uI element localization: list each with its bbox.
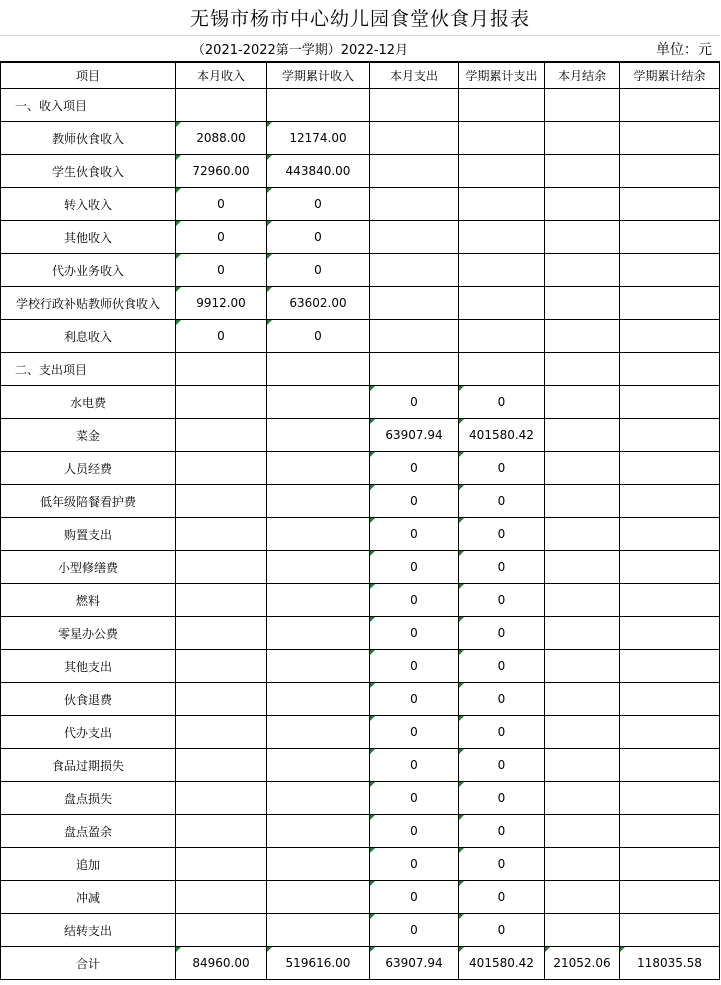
value-cell[interactable]: 0 [370,485,459,518]
table-row [1,782,720,815]
column-header[interactable]: 学期累计结余 [620,62,720,89]
value-cell[interactable] [267,584,370,617]
value-cell[interactable] [545,881,620,914]
item-name-cell[interactable]: 低年级陪餐看护费 [1,485,176,518]
table-row [1,452,720,485]
value-cell[interactable] [620,749,720,782]
column-header[interactable]: 项目 [1,62,176,89]
value-cell[interactable]: 0 [370,617,459,650]
value-cell[interactable] [459,122,545,155]
item-name-cell[interactable]: 伙食退费 [1,683,176,716]
item-name-cell[interactable]: 购置支出 [1,518,176,551]
value-cell[interactable] [620,782,720,815]
value-cell[interactable] [545,353,620,386]
item-name-cell[interactable]: 食品过期损失 [1,749,176,782]
item-name-cell[interactable]: 水电费 [1,386,176,419]
value-cell[interactable] [176,452,267,485]
value-cell[interactable]: 0 [459,683,545,716]
table-row [1,584,720,617]
table-row [1,617,720,650]
value-cell[interactable] [620,122,720,155]
value-cell[interactable] [176,683,267,716]
value-cell[interactable] [620,815,720,848]
value-cell[interactable] [545,782,620,815]
value-cell[interactable]: 63602.00 [267,287,370,320]
section-row [1,353,720,386]
value-cell[interactable]: 443840.00 [267,155,370,188]
value-cell[interactable]: 0 [370,650,459,683]
value-cell[interactable] [176,485,267,518]
table-row [1,683,720,716]
value-cell[interactable] [176,353,267,386]
value-cell[interactable] [459,353,545,386]
value-cell[interactable]: 0 [370,914,459,947]
value-cell[interactable]: 0 [370,881,459,914]
value-cell[interactable] [267,617,370,650]
value-cell[interactable] [459,188,545,221]
value-cell[interactable] [620,617,720,650]
value-cell[interactable]: 0 [459,749,545,782]
table-row [1,551,720,584]
value-cell[interactable] [620,848,720,881]
value-cell[interactable] [267,419,370,452]
value-cell[interactable]: 0 [370,518,459,551]
value-cell[interactable]: 0 [370,551,459,584]
value-cell[interactable]: 0 [370,716,459,749]
table-row [1,881,720,914]
item-name-cell[interactable]: 人员经费 [1,452,176,485]
value-cell[interactable] [620,254,720,287]
value-cell[interactable]: 0 [176,188,267,221]
item-name-cell[interactable]: 合计 [1,947,176,980]
value-cell[interactable]: 0 [459,716,545,749]
value-cell[interactable] [176,914,267,947]
value-cell[interactable] [545,683,620,716]
column-header[interactable]: 本月结余 [545,62,620,89]
value-cell[interactable] [545,551,620,584]
value-cell[interactable]: 0 [176,320,267,353]
value-cell[interactable] [370,287,459,320]
value-cell[interactable] [545,452,620,485]
value-cell[interactable] [620,551,720,584]
value-cell[interactable] [545,617,620,650]
value-cell[interactable]: 118035.58 [620,947,720,980]
value-cell[interactable] [176,518,267,551]
value-cell[interactable] [620,386,720,419]
table-row [1,122,720,155]
section-label-cell[interactable]: 二、支出项目 [1,353,176,386]
value-cell[interactable] [620,716,720,749]
value-cell[interactable] [459,155,545,188]
value-cell[interactable] [620,452,720,485]
item-name-cell[interactable]: 盘点盈余 [1,815,176,848]
value-cell[interactable]: 63907.94 [370,947,459,980]
value-cell[interactable] [176,815,267,848]
value-cell[interactable]: 0 [370,452,459,485]
column-header[interactable]: 本月收入 [176,62,267,89]
value-cell[interactable] [459,320,545,353]
value-cell[interactable] [545,650,620,683]
value-cell[interactable]: 21052.06 [545,947,620,980]
value-cell[interactable]: 401580.42 [459,419,545,452]
value-cell[interactable] [620,650,720,683]
item-name-cell[interactable]: 小型修缮费 [1,551,176,584]
subtitle-row [0,35,720,63]
value-cell[interactable] [370,89,459,122]
value-cell[interactable] [545,221,620,254]
table-row [1,419,720,452]
value-cell[interactable] [267,848,370,881]
column-header[interactable]: 学期累计支出 [459,62,545,89]
value-cell[interactable]: 0 [459,914,545,947]
value-cell[interactable] [545,122,620,155]
value-cell[interactable]: 0 [370,584,459,617]
value-cell[interactable] [545,848,620,881]
value-cell[interactable]: 0 [459,518,545,551]
value-cell[interactable] [370,254,459,287]
table-row [1,320,720,353]
value-cell[interactable]: 519616.00 [267,947,370,980]
table-row [1,848,720,881]
value-cell[interactable] [176,650,267,683]
value-cell[interactable] [620,881,720,914]
value-cell[interactable]: 0 [459,485,545,518]
value-cell[interactable]: 0 [370,749,459,782]
value-cell[interactable]: 0 [267,221,370,254]
value-cell[interactable] [370,188,459,221]
column-header[interactable]: 本月支出 [370,62,459,89]
value-cell[interactable] [545,584,620,617]
value-cell[interactable] [176,749,267,782]
value-cell[interactable] [459,254,545,287]
value-cell[interactable] [267,815,370,848]
value-cell[interactable]: 0 [459,848,545,881]
value-cell[interactable] [267,452,370,485]
table-row [1,155,720,188]
item-name-cell[interactable]: 盘点损失 [1,782,176,815]
value-cell[interactable]: 0 [176,221,267,254]
value-cell[interactable] [370,122,459,155]
item-name-cell[interactable]: 教师伙食收入 [1,122,176,155]
value-cell[interactable]: 84960.00 [176,947,267,980]
value-cell[interactable] [176,881,267,914]
value-cell[interactable] [176,419,267,452]
value-cell[interactable] [620,485,720,518]
item-name-cell[interactable]: 燃料 [1,584,176,617]
value-cell[interactable] [620,89,720,122]
header-row [1,62,720,89]
value-cell[interactable] [545,518,620,551]
item-name-cell[interactable]: 代办业务收入 [1,254,176,287]
table-row [1,188,720,221]
value-cell[interactable] [620,221,720,254]
value-cell[interactable] [370,221,459,254]
item-name-cell[interactable]: 学生伙食收入 [1,155,176,188]
value-cell[interactable] [267,683,370,716]
value-cell[interactable]: 0 [459,386,545,419]
item-name-cell[interactable]: 学校行政补贴教师伙食收入 [1,287,176,320]
value-cell[interactable] [176,617,267,650]
value-cell[interactable] [620,320,720,353]
value-cell[interactable] [545,287,620,320]
value-cell[interactable]: 72960.00 [176,155,267,188]
value-cell[interactable] [176,848,267,881]
ledger-table [0,61,720,980]
table-row [1,221,720,254]
table-row [1,254,720,287]
item-name-cell[interactable]: 转入收入 [1,188,176,221]
report-title: 无锡市杨市中心幼儿园食堂伙食月报表 [0,0,720,36]
item-name-cell[interactable]: 利息收入 [1,320,176,353]
value-cell[interactable]: 0 [459,782,545,815]
value-cell[interactable]: 0 [370,683,459,716]
value-cell[interactable] [545,188,620,221]
value-cell[interactable] [459,221,545,254]
value-cell[interactable]: 0 [267,320,370,353]
item-name-cell[interactable]: 零星办公费 [1,617,176,650]
value-cell[interactable] [459,287,545,320]
table-row [1,287,720,320]
table-row [1,386,720,419]
value-cell[interactable]: 0 [459,551,545,584]
value-cell[interactable]: 0 [459,584,545,617]
value-cell[interactable] [370,353,459,386]
item-name-cell[interactable]: 追加 [1,848,176,881]
value-cell[interactable] [545,320,620,353]
value-cell[interactable]: 0 [267,188,370,221]
item-name-cell[interactable]: 代办支出 [1,716,176,749]
table-row [1,749,720,782]
item-name-cell[interactable]: 其他收入 [1,221,176,254]
table-row [1,485,720,518]
section-label-cell[interactable]: 一、收入项目 [1,89,176,122]
value-cell[interactable] [545,815,620,848]
value-cell[interactable] [267,551,370,584]
value-cell[interactable] [267,650,370,683]
currency-unit: 单位：元 [656,41,712,58]
value-cell[interactable] [267,881,370,914]
value-cell[interactable] [176,89,267,122]
value-cell[interactable]: 0 [459,650,545,683]
section-row [1,89,720,122]
value-cell[interactable] [267,353,370,386]
value-cell[interactable]: 0 [459,452,545,485]
value-cell[interactable]: 0 [176,254,267,287]
value-cell[interactable] [267,386,370,419]
value-cell[interactable] [267,485,370,518]
value-cell[interactable] [620,914,720,947]
value-cell[interactable]: 0 [370,815,459,848]
value-cell[interactable]: 401580.42 [459,947,545,980]
value-cell[interactable] [620,518,720,551]
table-row [1,650,720,683]
value-cell[interactable] [545,485,620,518]
value-cell[interactable]: 9912.00 [176,287,267,320]
value-cell[interactable] [545,419,620,452]
value-cell[interactable] [459,89,545,122]
value-cell[interactable]: 0 [459,617,545,650]
value-cell[interactable] [267,716,370,749]
value-cell[interactable] [176,716,267,749]
value-cell[interactable]: 2088.00 [176,122,267,155]
report-period: （2021-2022第一学期）2022-12月 [191,43,409,58]
value-cell[interactable]: 0 [459,881,545,914]
value-cell[interactable] [370,155,459,188]
value-cell[interactable] [620,155,720,188]
value-cell[interactable] [545,914,620,947]
value-cell[interactable] [545,386,620,419]
item-name-cell[interactable]: 冲减 [1,881,176,914]
item-name-cell[interactable]: 结转支出 [1,914,176,947]
value-cell[interactable] [267,749,370,782]
value-cell[interactable] [545,749,620,782]
value-cell[interactable]: 0 [459,815,545,848]
value-cell[interactable] [545,716,620,749]
table-row [1,815,720,848]
value-cell[interactable] [176,551,267,584]
table-row [1,947,720,980]
value-cell[interactable] [267,518,370,551]
value-cell[interactable]: 0 [370,782,459,815]
table-row [1,914,720,947]
item-name-cell[interactable]: 其他支出 [1,650,176,683]
value-cell[interactable] [620,188,720,221]
value-cell[interactable]: 0 [370,848,459,881]
value-cell[interactable] [620,353,720,386]
value-cell[interactable]: 0 [370,386,459,419]
value-cell[interactable]: 12174.00 [267,122,370,155]
table-row [1,518,720,551]
value-cell[interactable] [545,254,620,287]
item-name-cell[interactable]: 菜金 [1,419,176,452]
value-cell[interactable] [176,782,267,815]
value-cell[interactable] [176,584,267,617]
value-cell[interactable]: 63907.94 [370,419,459,452]
value-cell[interactable] [545,155,620,188]
value-cell[interactable]: 0 [267,254,370,287]
value-cell[interactable] [620,419,720,452]
table-row [1,716,720,749]
value-cell[interactable] [176,386,267,419]
value-cell[interactable] [545,89,620,122]
value-cell[interactable] [370,320,459,353]
value-cell[interactable] [620,584,720,617]
value-cell[interactable] [620,683,720,716]
column-header[interactable]: 学期累计收入 [267,62,370,89]
value-cell[interactable] [267,89,370,122]
value-cell[interactable] [267,782,370,815]
value-cell[interactable] [267,914,370,947]
value-cell[interactable] [620,287,720,320]
